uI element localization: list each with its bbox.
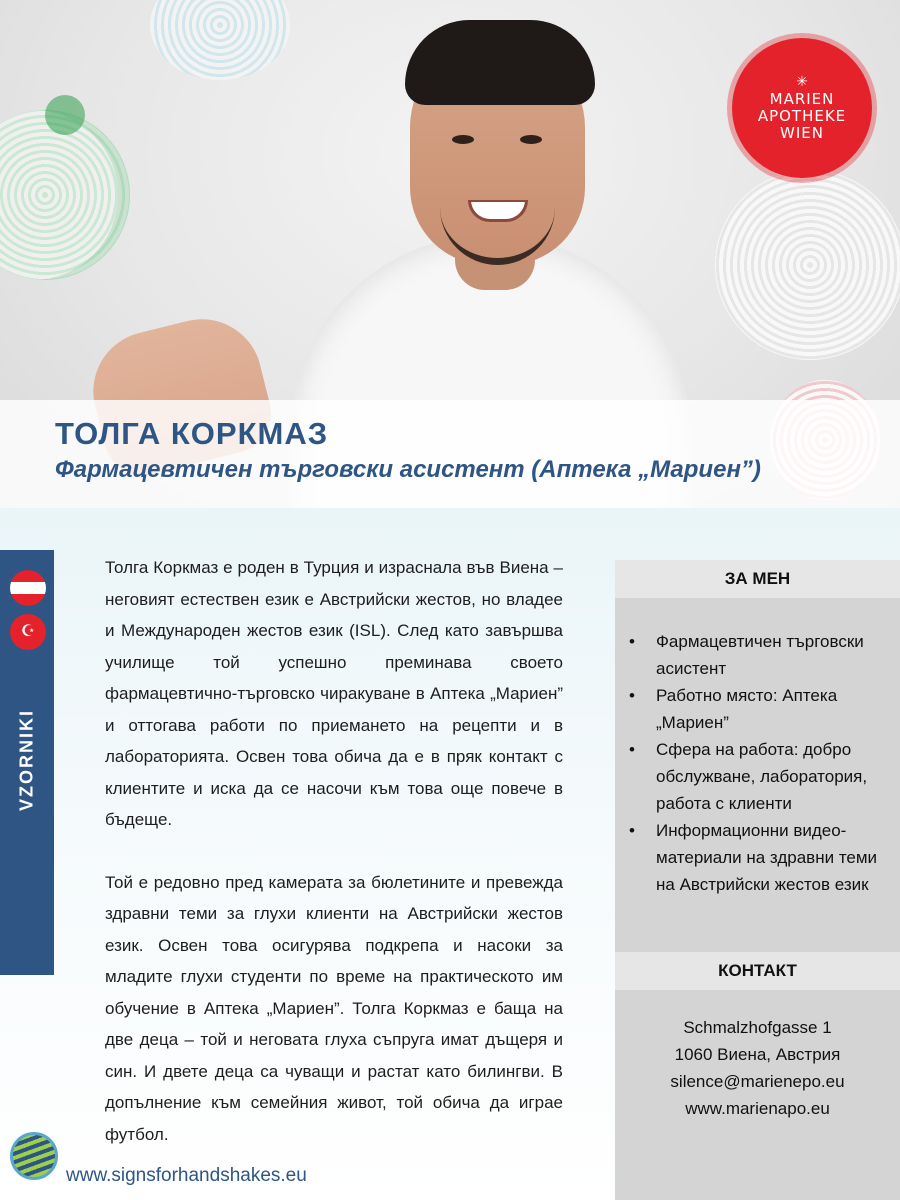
- footer-website-link[interactable]: www.signsforhandshakes.eu: [66, 1165, 307, 1186]
- sidebar-label: VZORNIKI: [16, 708, 37, 812]
- portrait-eye: [520, 135, 542, 144]
- biography: [105, 552, 563, 1150]
- ornament-decoration: [715, 170, 900, 360]
- ornament-decoration: [45, 95, 85, 135]
- marien-apotheke-logo: [732, 38, 872, 178]
- about-heading: ЗА МЕН: [615, 560, 900, 598]
- logo-text-line: APOTHEKE: [757, 107, 847, 125]
- contact-block: [615, 1014, 900, 1122]
- about-list-item: • Фармацевтичен търговски асистент: [625, 628, 895, 682]
- contact-city: 1060 Виена, Австрия: [674, 1045, 841, 1064]
- signs-for-handshakes-logo-icon: [10, 1132, 58, 1180]
- austria-flag-icon: [10, 570, 46, 606]
- logo-text-line: MARIEN: [769, 90, 835, 108]
- contact-email[interactable]: silence@marienepo.eu: [670, 1072, 845, 1091]
- about-list-item: • Сфера на работа: добро обслужване, лаборатория, работа с клиенти: [625, 736, 895, 817]
- logo-text-line: WIEN: [780, 124, 824, 142]
- bio-paragraph: Той е редовно пред камерата за бюлетините и превежда здравни теми за глухи клиенти на Австрийски жестов език. Освен това осигурява подкрепа и насоки за младите глухи студенти по време на практическото им обучение в Аптека „Мариен”. Толга Коркмаз е баща на две деца – той и неговата глуха съпруга имат дъщеря и син. И двете деца са чуващи и растат като билингви. В допълнение към семейния живот, той обича да играе футбол.: [105, 872, 563, 1144]
- ornament-decoration: [150, 0, 290, 80]
- contact-heading: КОНТАКТ: [615, 952, 900, 990]
- bio-paragraph: Толга Коркмаз е роден в Турция и израснала във Виена – неговият естествен език е Австрийски жестов, но владее и Международен жестов език (ISL). След като завършва училище той успешно преминава своето фармацевтично-търговско чиракуване в Аптека „Мариен” и оттогава работи по приемането на рецепти и в лабораторията. Освен това обича да е в пряк контакт с клиентите и иска да се насочи към това още повече в бъдеще.: [105, 558, 563, 829]
- about-list-item: • Работно място: Аптека „Мариен”: [625, 682, 895, 736]
- about-list: [625, 628, 895, 898]
- portrait-hair: [405, 20, 595, 105]
- portrait-eye: [452, 135, 474, 144]
- person-name: ТОЛГА КОРКМАЗ: [55, 416, 329, 451]
- person-role: Фармацевтичен търговски асистент (Аптека „Мариен”): [55, 456, 761, 483]
- contact-website[interactable]: www.marienapo.eu: [685, 1099, 830, 1118]
- about-list-item: • Информационни видео-материали на здравни теми на Австрийски жестов език: [625, 817, 895, 898]
- contact-street: Schmalzhofgasse 1: [683, 1018, 832, 1037]
- turkey-flag-icon: ☪: [10, 614, 46, 650]
- ornament-decoration: [0, 110, 130, 280]
- sun-icon: ✳: [796, 73, 808, 89]
